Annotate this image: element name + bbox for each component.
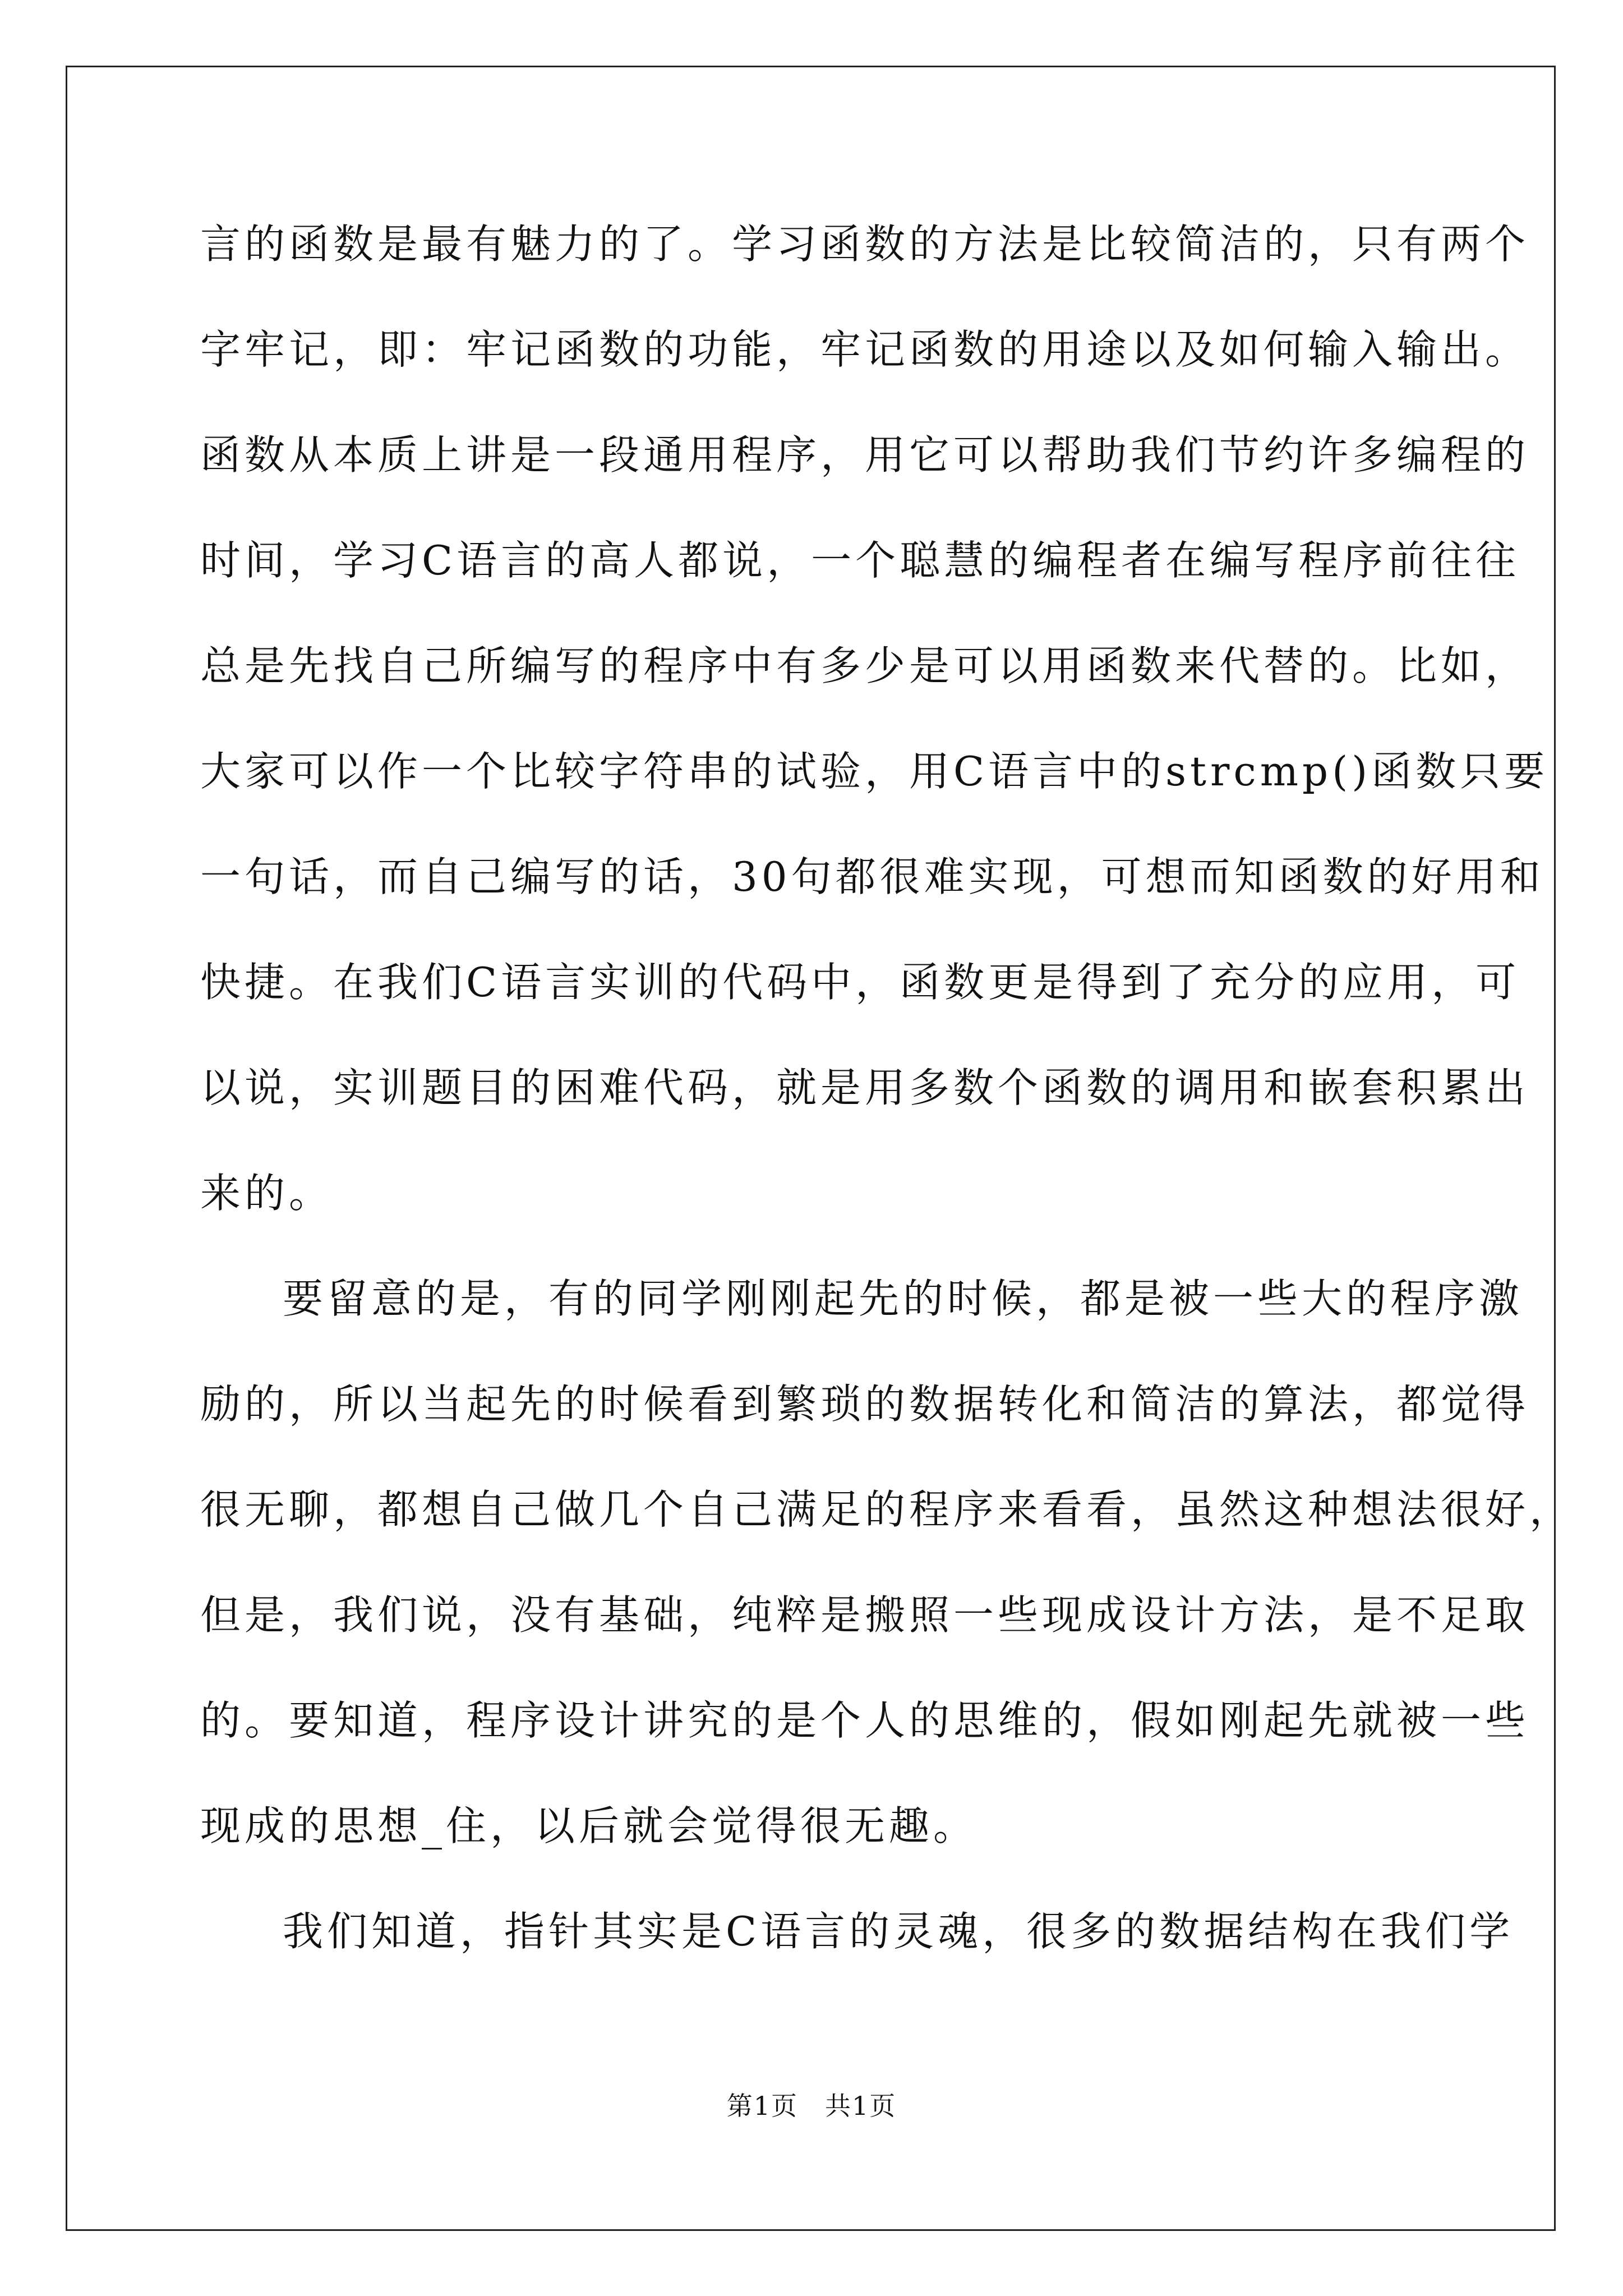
- text-line: 励的，所以当起先的时候看到繁琐的数据转化和简洁的算法，都觉得: [200, 1381, 1530, 1428]
- text-line: 大家可以作一个比较字符串的试验，用C语言中的strcmp()函数只要: [200, 748, 1549, 795]
- paragraph-first-line: 要留意的是，有的同学刚刚起先的时候，都是被一些大的程序激: [283, 1275, 1524, 1322]
- text-line: 总是先找自己所编写的程序中有多少是可以用函数来代替的。比如，: [200, 642, 1530, 689]
- text-line: 字牢记，即：牢记函数的功能，牢记函数的用途以及如何输入输出。: [200, 326, 1530, 373]
- text-line: 的。要知道，程序设计讲究的是个人的思维的，假如刚起先就被一些: [200, 1697, 1530, 1744]
- text-line: 现成的思想_住，以后就会觉得很无趣。: [200, 1802, 978, 1849]
- text-line: 但是，我们说，没有基础，纯粹是搬照一些现成设计方法，是不足取: [200, 1591, 1530, 1639]
- text-line: 函数从本质上讲是一段通用程序，用它可以帮助我们节约许多编程的: [200, 431, 1530, 478]
- text-line: 很无聊，都想自己做几个自己满足的程序来看看，虽然这种想法很好，: [200, 1486, 1574, 1533]
- text-line: 言的函数是最有魅力的了。学习函数的方法是比较简洁的，只有两个: [200, 220, 1530, 268]
- text-line: 时间，学习C语言的高人都说，一个聪慧的编程者在编写程序前往往: [200, 537, 1520, 584]
- text-line: 以说，实训题目的困难代码，就是用多数个函数的调用和嵌套积累出: [200, 1064, 1530, 1111]
- page-footer: 第1页 共1页: [726, 2091, 897, 2121]
- text-line: 一句话，而自己编写的话，30句都很难实现，可想而知函数的好用和: [200, 853, 1544, 900]
- text-line: 来的。: [200, 1170, 334, 1217]
- text-line: 快捷。在我们C语言实训的代码中，函数更是得到了充分的应用，可: [200, 959, 1520, 1006]
- paragraph-first-line: 我们知道，指针其实是C语言的灵魂，很多的数据结构在我们学: [283, 1908, 1514, 1955]
